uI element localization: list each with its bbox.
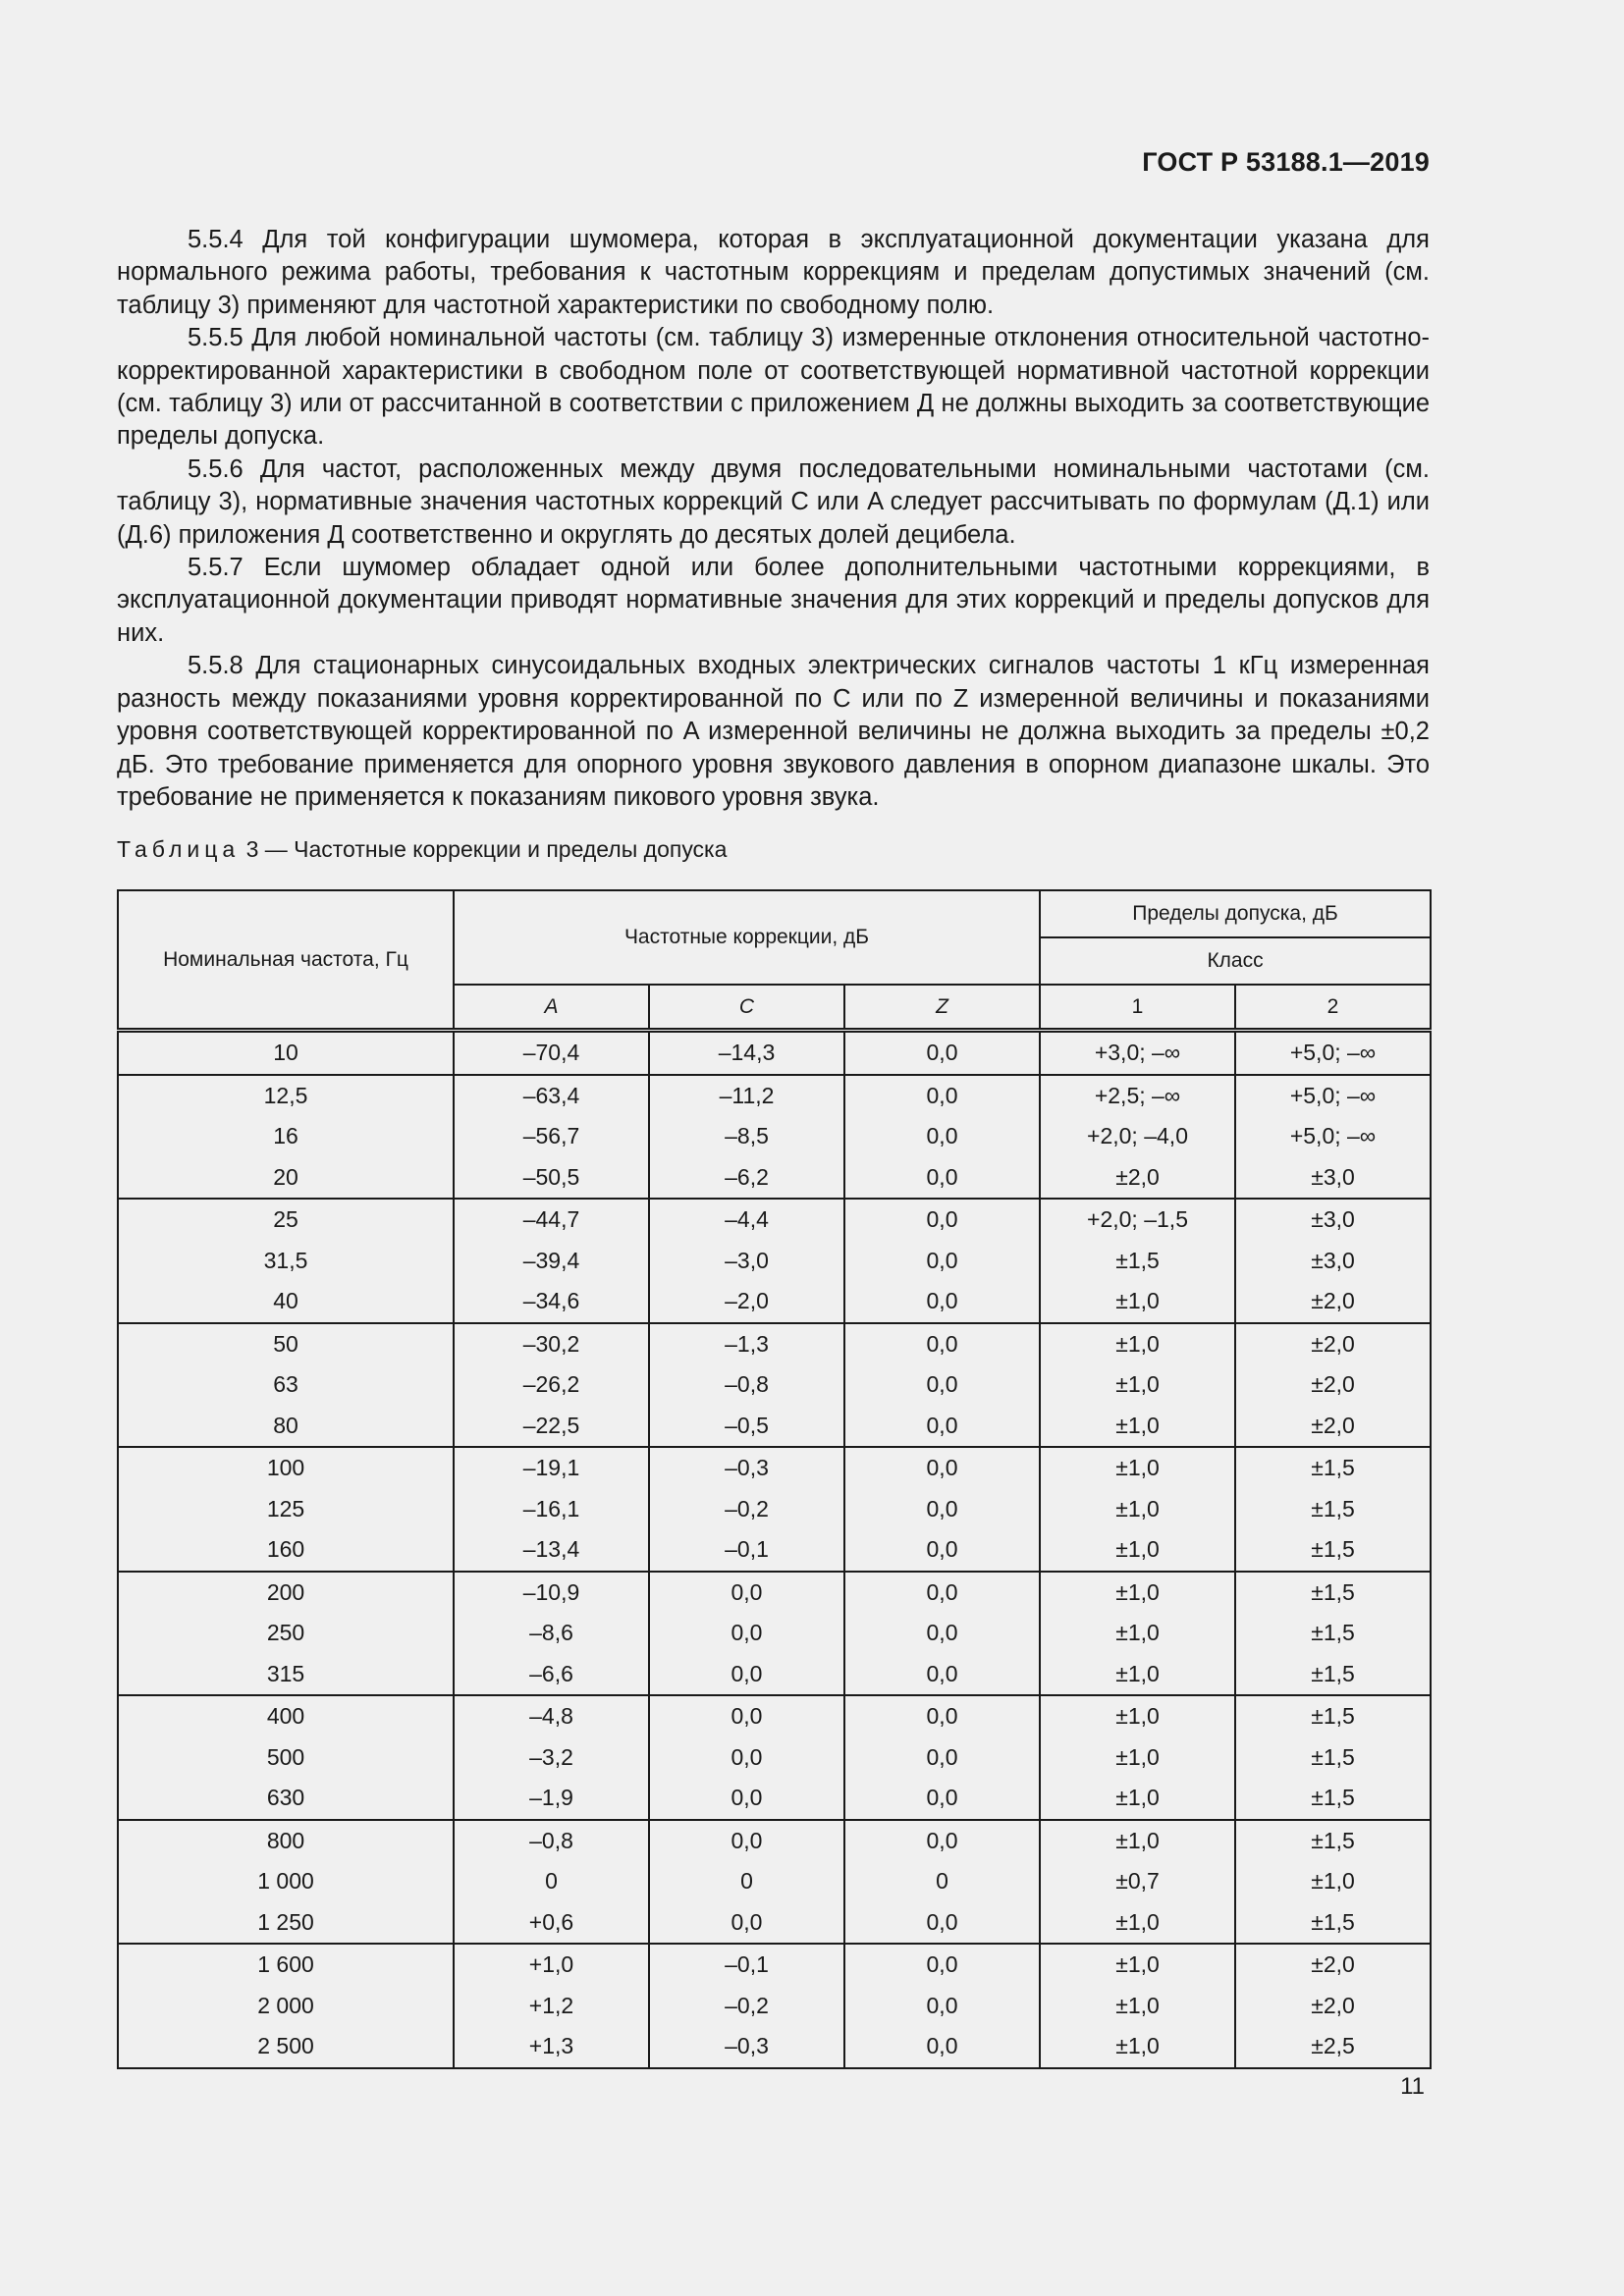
cell-class1: ±1,0	[1040, 1572, 1235, 1614]
cell-a: –3,2	[454, 1737, 649, 1779]
table-group	[118, 1572, 1431, 1696]
table-row	[118, 1654, 1431, 1696]
table-group	[118, 1031, 1431, 1075]
table-row	[118, 1241, 1431, 1282]
table-caption-label: Таблица	[117, 836, 241, 862]
cell-z: 0,0	[844, 1447, 1040, 1489]
cell-c: 0,0	[649, 1613, 844, 1654]
cell-a: –26,2	[454, 1364, 649, 1406]
cell-z: 0,0	[844, 2026, 1040, 2068]
cell-class2: ±2,0	[1235, 1986, 1431, 2027]
table-row	[118, 1281, 1431, 1323]
table-row	[118, 1157, 1431, 1200]
cell-class2: ±1,5	[1235, 1778, 1431, 1820]
cell-c: –0,2	[649, 1489, 844, 1530]
cell-a: –22,5	[454, 1406, 649, 1448]
table-header	[118, 890, 1431, 1031]
cell-z: 0,0	[844, 1406, 1040, 1448]
cell-z: 0,0	[844, 1737, 1040, 1779]
cell-frequency: 40	[118, 1281, 454, 1323]
header-tolerance-limits: Пределы допуска, дБ	[1040, 890, 1431, 937]
table-row	[118, 1986, 1431, 2027]
paragraph-5-5-7: 5.5.7 Если шумомер обладает одной или более дополнительными частотными коррекциями, в эксплуатационной документации приводят нормативные значения для этих коррекций и пределы допусков для них.	[117, 554, 1430, 647]
table-container	[117, 889, 1430, 2069]
table-caption	[117, 836, 727, 863]
cell-class1: +2,0; –1,5	[1040, 1199, 1235, 1241]
cell-a: +1,3	[454, 2026, 649, 2068]
cell-frequency: 400	[118, 1695, 454, 1737]
cell-z: 0,0	[844, 1031, 1040, 1075]
cell-class1: ±1,0	[1040, 1902, 1235, 1945]
cell-a: –4,8	[454, 1695, 649, 1737]
cell-class2: ±2,5	[1235, 2026, 1431, 2068]
cell-a: –30,2	[454, 1323, 649, 1365]
cell-frequency: 20	[118, 1157, 454, 1200]
table-row	[118, 1902, 1431, 1945]
document-id: ГОСТ Р 53188.1—2019	[1142, 147, 1430, 177]
cell-c: –0,1	[649, 1944, 844, 1986]
cell-frequency: 1 000	[118, 1861, 454, 1902]
cell-frequency: 25	[118, 1199, 454, 1241]
cell-c: –3,0	[649, 1241, 844, 1282]
cell-class2: ±1,5	[1235, 1737, 1431, 1779]
cell-a: –63,4	[454, 1075, 649, 1117]
cell-c: 0,0	[649, 1737, 844, 1779]
cell-z: 0,0	[844, 1323, 1040, 1365]
cell-class1: ±1,0	[1040, 2026, 1235, 2068]
cell-class2: ±2,0	[1235, 1406, 1431, 1448]
cell-a: +1,2	[454, 1986, 649, 2027]
cell-class1: ±1,0	[1040, 1737, 1235, 1779]
cell-frequency: 160	[118, 1529, 454, 1572]
cell-class1: ±1,0	[1040, 1820, 1235, 1862]
cell-z: 0,0	[844, 1944, 1040, 1986]
cell-z: 0,0	[844, 1281, 1040, 1323]
table-row	[118, 1529, 1431, 1572]
table-group	[118, 1075, 1431, 1200]
cell-frequency: 1 250	[118, 1902, 454, 1945]
table-row	[118, 1820, 1431, 1862]
cell-class1: ±1,0	[1040, 1613, 1235, 1654]
cell-c: 0	[649, 1861, 844, 1902]
cell-class1: ±1,0	[1040, 1489, 1235, 1530]
cell-a: –16,1	[454, 1489, 649, 1530]
cell-class2: ±1,5	[1235, 1820, 1431, 1862]
cell-class1: ±1,0	[1040, 1323, 1235, 1365]
table-row	[118, 1737, 1431, 1779]
cell-z: 0,0	[844, 1902, 1040, 1945]
cell-frequency: 200	[118, 1572, 454, 1614]
cell-class2: ±1,5	[1235, 1902, 1431, 1945]
cell-z: 0,0	[844, 1075, 1040, 1117]
cell-frequency: 800	[118, 1820, 454, 1862]
table-row	[118, 1075, 1431, 1117]
table-row	[118, 1406, 1431, 1448]
cell-z: 0,0	[844, 1695, 1040, 1737]
table-row	[118, 1447, 1431, 1489]
cell-a: –19,1	[454, 1447, 649, 1489]
cell-class2: ±3,0	[1235, 1241, 1431, 1282]
frequency-weighting-table	[117, 889, 1432, 2069]
cell-class2: +5,0; –∞	[1235, 1116, 1431, 1157]
cell-frequency: 50	[118, 1323, 454, 1365]
cell-class1: ±1,5	[1040, 1241, 1235, 1282]
table-row	[118, 1199, 1431, 1241]
cell-z: 0,0	[844, 1820, 1040, 1862]
cell-c: 0,0	[649, 1695, 844, 1737]
cell-frequency: 31,5	[118, 1241, 454, 1282]
table-row	[118, 1778, 1431, 1820]
cell-z: 0,0	[844, 1489, 1040, 1530]
cell-class1: ±1,0	[1040, 1778, 1235, 1820]
cell-c: –0,5	[649, 1406, 844, 1448]
cell-frequency: 10	[118, 1031, 454, 1075]
header-class-2: 2	[1235, 985, 1431, 1031]
table-group	[118, 1695, 1431, 1820]
cell-frequency: 250	[118, 1613, 454, 1654]
cell-class2: ±1,5	[1235, 1613, 1431, 1654]
cell-class1: ±1,0	[1040, 1944, 1235, 1986]
page-number: 11	[1400, 2073, 1425, 2100]
cell-frequency: 2 000	[118, 1986, 454, 2027]
paragraph-5-5-6: 5.5.6 Для частот, расположенных между двумя последовательными номинальными частотами (см. таблицу 3), нормативные значения частотных коррекций C или A следует рассчитывать по формулам (Д.1) или (Д.6) приложения Д соответственно и округлять до десятых долей децибела.	[117, 454, 1430, 549]
cell-a: –39,4	[454, 1241, 649, 1282]
cell-class2: ±1,5	[1235, 1489, 1431, 1530]
table-group	[118, 1820, 1431, 1945]
cell-class1: ±1,0	[1040, 1406, 1235, 1448]
cell-c: –11,2	[649, 1075, 844, 1117]
cell-class2: ±1,5	[1235, 1695, 1431, 1737]
cell-z: 0,0	[844, 1529, 1040, 1572]
paragraph-5-5-4: 5.5.4 Для той конфигурации шумомера, которая в эксплуатационной документации указана для нормального режима работы, требования к частотным коррекциям и пределам допустимых значений (см. таблицу 3) применяют для частотной характеристики по свободному полю.	[117, 226, 1430, 319]
cell-class2: ±3,0	[1235, 1157, 1431, 1200]
cell-class2: ±3,0	[1235, 1199, 1431, 1241]
cell-c: –2,0	[649, 1281, 844, 1323]
cell-class2: ±1,5	[1235, 1529, 1431, 1572]
paragraph-5-5-5: 5.5.5 Для любой номинальной частоты (см. таблицу 3) измеренные отклонения относительной частотно-корректированной характеристики в свободном поле от соответствующей нормативной частотной коррекции (см. таблицу 3) или от рассчитанной в соответствии с приложением Д не должны выходить за соответствующие пределы допуска.	[117, 324, 1430, 451]
cell-a: +0,6	[454, 1902, 649, 1945]
cell-c: –1,3	[649, 1323, 844, 1365]
cell-class2: ±2,0	[1235, 1281, 1431, 1323]
cell-c: 0,0	[649, 1902, 844, 1945]
cell-c: –8,5	[649, 1116, 844, 1157]
cell-a: –10,9	[454, 1572, 649, 1614]
cell-class1: +2,0; –4,0	[1040, 1116, 1235, 1157]
cell-a: –50,5	[454, 1157, 649, 1200]
cell-a: –0,8	[454, 1820, 649, 1862]
table-row	[118, 1116, 1431, 1157]
table-row	[118, 1364, 1431, 1406]
cell-frequency: 80	[118, 1406, 454, 1448]
cell-class1: ±1,0	[1040, 1654, 1235, 1696]
cell-class1: ±1,0	[1040, 1529, 1235, 1572]
table-row	[118, 1489, 1431, 1530]
table-group	[118, 1447, 1431, 1572]
cell-z: 0,0	[844, 1654, 1040, 1696]
cell-z: 0,0	[844, 1199, 1040, 1241]
paragraph-5-5-8: 5.5.8 Для стационарных синусоидальных входных электрических сигналов частоты 1 кГц измеренная разность между показаниями уровня корректированной по C или по Z измеренной величины и показаниями уровня соответствующей корректированной по A измеренной величины не должна выходить за пределы ±0,2 дБ. Это требование применяется для опорного уровня звукового давления в опорном диапазоне шкалы. Это требование не применяется к показаниям пикового уровня звука.	[117, 652, 1430, 811]
cell-z: 0,0	[844, 1572, 1040, 1614]
header-frequency-corrections: Частотные коррекции, дБ	[454, 890, 1040, 985]
cell-c: 0,0	[649, 1820, 844, 1862]
cell-class1: ±1,0	[1040, 1447, 1235, 1489]
cell-frequency: 100	[118, 1447, 454, 1489]
cell-class1: +3,0; –∞	[1040, 1031, 1235, 1075]
cell-class1: ±1,0	[1040, 1986, 1235, 2027]
cell-class2: ±2,0	[1235, 1944, 1431, 1986]
cell-z: 0,0	[844, 1778, 1040, 1820]
cell-frequency: 630	[118, 1778, 454, 1820]
cell-class1: ±1,0	[1040, 1695, 1235, 1737]
cell-a: +1,0	[454, 1944, 649, 1986]
cell-c: –0,8	[649, 1364, 844, 1406]
table-row	[118, 1031, 1431, 1075]
cell-z: 0,0	[844, 1116, 1040, 1157]
table-group	[118, 1944, 1431, 2068]
cell-z: 0,0	[844, 1241, 1040, 1282]
cell-c: 0,0	[649, 1654, 844, 1696]
cell-c: 0,0	[649, 1572, 844, 1614]
table-row	[118, 1695, 1431, 1737]
cell-frequency: 16	[118, 1116, 454, 1157]
cell-c: –6,2	[649, 1157, 844, 1200]
cell-class2: ±1,0	[1235, 1861, 1431, 1902]
cell-frequency: 1 600	[118, 1944, 454, 1986]
cell-a: –8,6	[454, 1613, 649, 1654]
cell-a: 0	[454, 1861, 649, 1902]
cell-c: –14,3	[649, 1031, 844, 1075]
table-row	[118, 2026, 1431, 2068]
header-weighting-z: Z	[844, 985, 1040, 1031]
cell-class1: ±2,0	[1040, 1157, 1235, 1200]
cell-a: –70,4	[454, 1031, 649, 1075]
cell-a: –34,6	[454, 1281, 649, 1323]
cell-frequency: 2 500	[118, 2026, 454, 2068]
table-group	[118, 1199, 1431, 1323]
cell-class2: +5,0; –∞	[1235, 1075, 1431, 1117]
cell-frequency: 315	[118, 1654, 454, 1696]
table-row	[118, 1861, 1431, 1902]
cell-a: –44,7	[454, 1199, 649, 1241]
cell-class2: ±1,5	[1235, 1572, 1431, 1614]
header-class: Класс	[1040, 937, 1431, 985]
table-caption-title: 3 — Частотные коррекции и пределы допуска	[240, 836, 728, 862]
body-text	[117, 224, 1430, 814]
table-row	[118, 1323, 1431, 1365]
cell-z: 0,0	[844, 1157, 1040, 1200]
header-weighting-a: A	[454, 985, 649, 1031]
cell-class1: +2,5; –∞	[1040, 1075, 1235, 1117]
cell-z: 0,0	[844, 1364, 1040, 1406]
table-row	[118, 1944, 1431, 1986]
cell-a: –6,6	[454, 1654, 649, 1696]
cell-c: –0,2	[649, 1986, 844, 2027]
cell-z: 0,0	[844, 1986, 1040, 2027]
cell-c: 0,0	[649, 1778, 844, 1820]
cell-a: –13,4	[454, 1529, 649, 1572]
header-weighting-c: C	[649, 985, 844, 1031]
cell-class1: ±1,0	[1040, 1364, 1235, 1406]
cell-frequency: 500	[118, 1737, 454, 1779]
cell-class2: +5,0; –∞	[1235, 1031, 1431, 1075]
cell-c: –4,4	[649, 1199, 844, 1241]
cell-frequency: 12,5	[118, 1075, 454, 1117]
table-row	[118, 1613, 1431, 1654]
header-class-1: 1	[1040, 985, 1235, 1031]
header-nominal-frequency: Номинальная частота, Гц	[118, 890, 454, 1031]
cell-class2: ±1,5	[1235, 1447, 1431, 1489]
cell-a: –1,9	[454, 1778, 649, 1820]
cell-a: –56,7	[454, 1116, 649, 1157]
cell-class2: ±2,0	[1235, 1323, 1431, 1365]
cell-c: –0,3	[649, 2026, 844, 2068]
table-group	[118, 1323, 1431, 1448]
table-row	[118, 1572, 1431, 1614]
cell-c: –0,1	[649, 1529, 844, 1572]
cell-z: 0	[844, 1861, 1040, 1902]
cell-c: –0,3	[649, 1447, 844, 1489]
cell-z: 0,0	[844, 1613, 1040, 1654]
cell-class1: ±1,0	[1040, 1281, 1235, 1323]
cell-class2: ±1,5	[1235, 1654, 1431, 1696]
cell-frequency: 63	[118, 1364, 454, 1406]
cell-class1: ±0,7	[1040, 1861, 1235, 1902]
cell-frequency: 125	[118, 1489, 454, 1530]
cell-class2: ±2,0	[1235, 1364, 1431, 1406]
